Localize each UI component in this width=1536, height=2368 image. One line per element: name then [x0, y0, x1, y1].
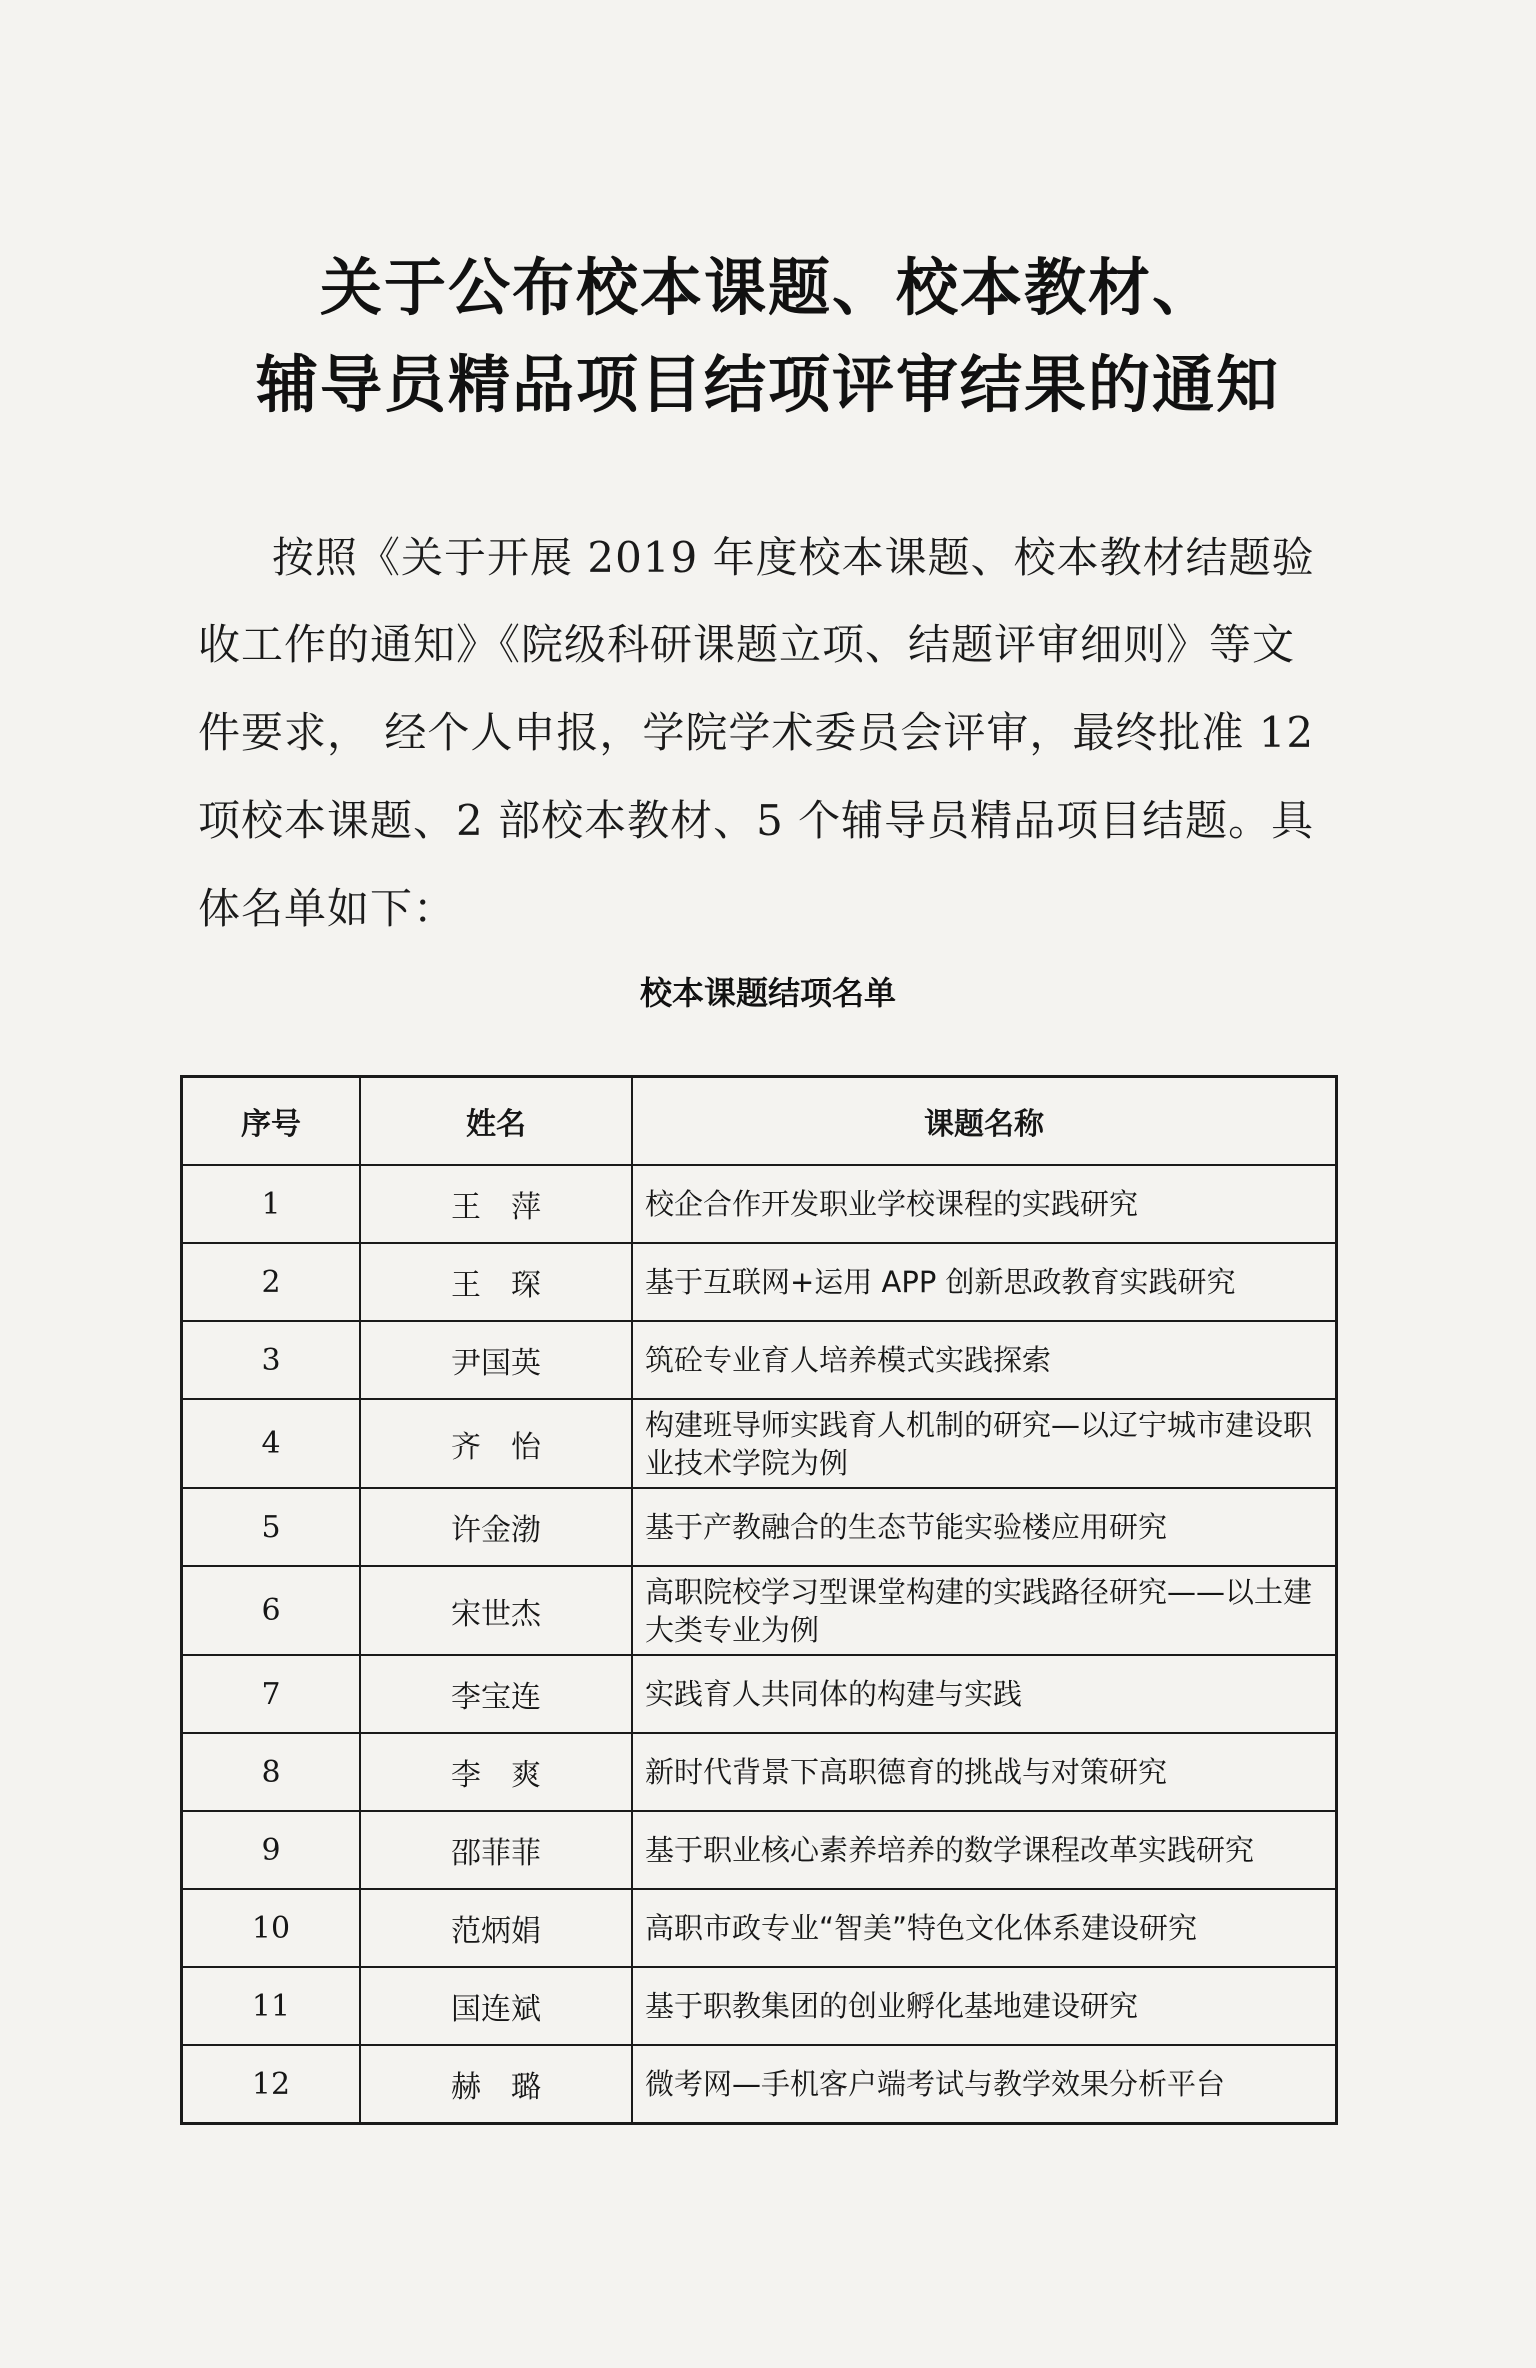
document-title-line-2: 辅导员精品项目结项评审结果的通知 — [255, 348, 1280, 421]
row-topic: 基于职业核心素养培养的数学课程改革实践研究 — [632, 1811, 1337, 1889]
document-title-line-1: 关于公布校本课题、校本教材、 — [319, 251, 1216, 324]
row-number: 11 — [182, 1967, 361, 2045]
table-row — [182, 1967, 1337, 2045]
header-name: 姓名 — [360, 1077, 632, 1166]
body-paragraph-line-5: 体名单如下： — [198, 884, 457, 933]
table-header-row — [182, 1077, 1337, 1166]
table-row — [182, 2045, 1337, 2124]
row-name: 尹国英 — [360, 1321, 632, 1399]
table-row — [182, 1321, 1337, 1399]
row-name: 国连斌 — [360, 1967, 632, 2045]
row-name: 宋世杰 — [360, 1566, 632, 1655]
row-name: 李 爽 — [360, 1733, 632, 1811]
table-row — [182, 1243, 1337, 1321]
row-number: 10 — [182, 1889, 361, 1967]
row-topic: 筑砼专业育人培养模式实践探索 — [632, 1321, 1337, 1399]
header-topic: 课题名称 — [632, 1077, 1337, 1166]
row-name: 齐 怡 — [360, 1399, 632, 1488]
header-number: 序号 — [182, 1077, 361, 1166]
table-title: 校本课题结项名单 — [639, 974, 896, 1012]
row-name: 王 琛 — [360, 1243, 632, 1321]
row-topic: 微考网—手机客户端考试与教学效果分析平台 — [632, 2045, 1337, 2124]
row-number: 8 — [182, 1733, 361, 1811]
row-number: 7 — [182, 1655, 361, 1733]
table-row — [182, 1889, 1337, 1967]
row-topic: 基于产教融合的生态节能实验楼应用研究 — [632, 1488, 1337, 1566]
body-paragraph-line-2: 收工作的通知》《院级科研课题立项、结题评审细则》等文 — [198, 620, 1296, 669]
row-number: 4 — [182, 1399, 361, 1488]
row-number: 5 — [182, 1488, 361, 1566]
table-row — [182, 1811, 1337, 1889]
row-topic: 高职院校学习型课堂构建的实践路径研究——以土建大类专业为例 — [632, 1566, 1337, 1655]
row-name: 王 萍 — [360, 1165, 632, 1243]
body-paragraph-line-4: 项校本课题、2 部校本教材、5 个辅导员精品项目结题。具 — [198, 796, 1315, 845]
row-number: 12 — [182, 2045, 361, 2124]
row-number: 2 — [182, 1243, 361, 1321]
table-row — [182, 1733, 1337, 1811]
project-results-table — [180, 1075, 1338, 2125]
body-paragraph-line-1: 按照《关于开展 2019 年度校本课题、校本教材结题验 — [272, 533, 1315, 582]
table-row — [182, 1399, 1337, 1488]
body-paragraph-line-3: 件要求， 经个人申报，学院学术委员会评审，最终批准 12 — [198, 708, 1315, 757]
row-topic: 基于职教集团的创业孵化基地建设研究 — [632, 1967, 1337, 2045]
row-topic: 新时代背景下高职德育的挑战与对策研究 — [632, 1733, 1337, 1811]
row-topic: 构建班导师实践育人机制的研究—以辽宁城市建设职业技术学院为例 — [632, 1399, 1337, 1488]
row-name: 范炳娟 — [360, 1889, 632, 1967]
row-topic: 实践育人共同体的构建与实践 — [632, 1655, 1337, 1733]
row-number: 3 — [182, 1321, 361, 1399]
row-name: 许金渤 — [360, 1488, 632, 1566]
table-row — [182, 1488, 1337, 1566]
table-row — [182, 1165, 1337, 1243]
row-number: 1 — [182, 1165, 361, 1243]
row-number: 9 — [182, 1811, 361, 1889]
row-name: 邵菲菲 — [360, 1811, 632, 1889]
row-topic: 高职市政专业“智美”特色文化体系建设研究 — [632, 1889, 1337, 1967]
row-topic: 校企合作开发职业学校课程的实践研究 — [632, 1165, 1337, 1243]
row-number: 6 — [182, 1566, 361, 1655]
row-topic: 基于互联网+运用 APP 创新思政教育实践研究 — [632, 1243, 1337, 1321]
table-row — [182, 1655, 1337, 1733]
row-name: 李宝连 — [360, 1655, 632, 1733]
table-row — [182, 1566, 1337, 1655]
row-name: 赫 璐 — [360, 2045, 632, 2124]
